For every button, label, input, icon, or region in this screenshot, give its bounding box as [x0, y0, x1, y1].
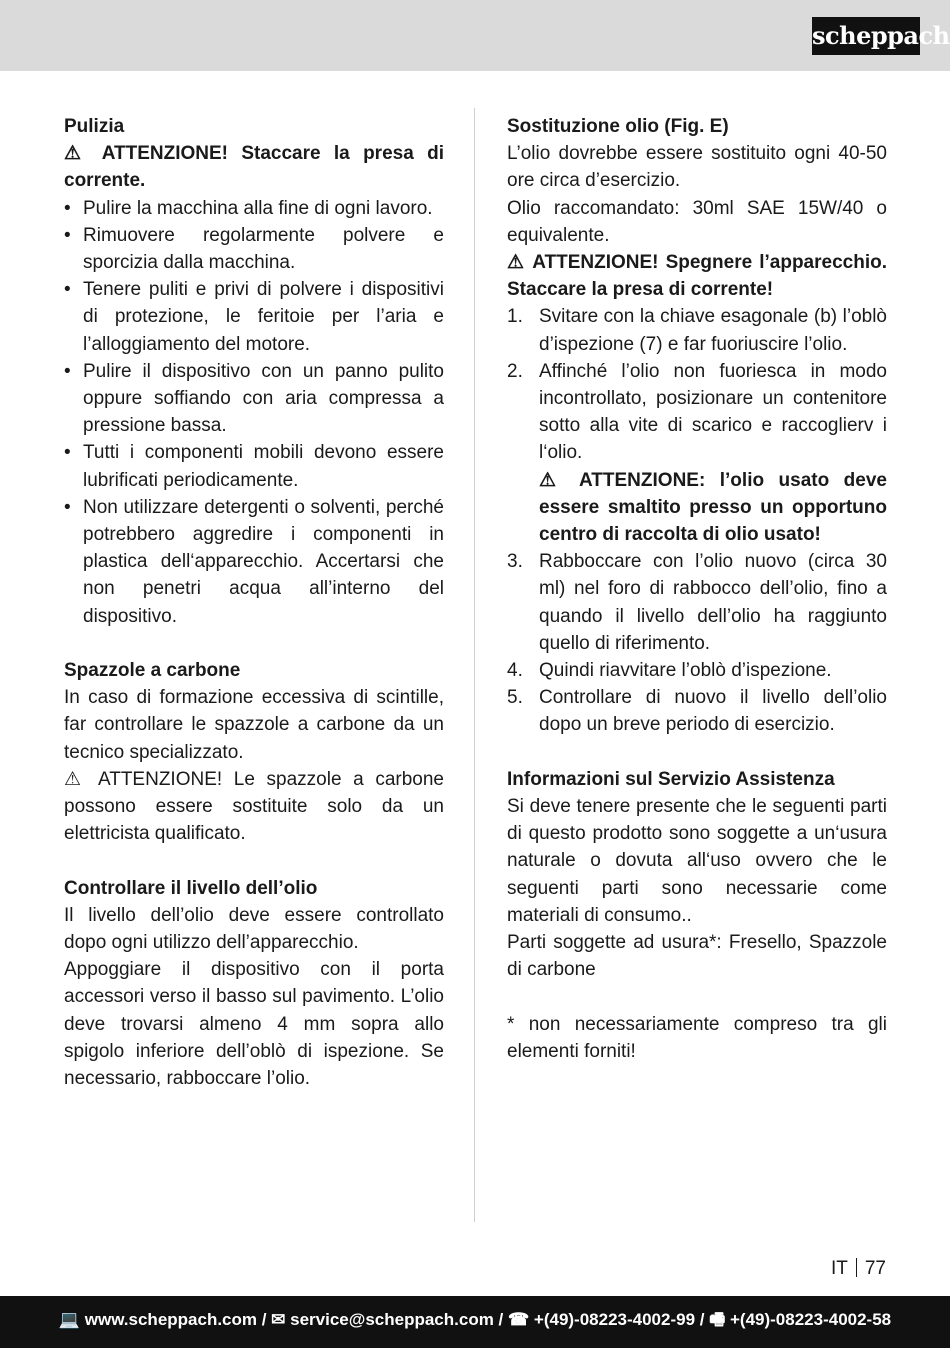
section-title-olio: Controllare il livello dell’olio [64, 877, 318, 899]
step-item: 3. Rabboccare con l’olio nuovo (circa 30 ml) nel foro di rabbocco dell’olio, fino a quando il livello dell’olio ha raggiunto quello di riferimento. [507, 551, 887, 654]
spazzole-text: In caso di formazione eccessiva di scintille, far controllare le spazzole a carbone da un tecnico specializzato. [64, 687, 444, 763]
list-item: • Rimuovere regolarmente polvere e sporcizia dalla macchina. [64, 222, 444, 276]
info-text-1: Si deve tenere presente che le seguenti parti di questo prodotto sono soggette a un‘usura naturale o dovuta all‘uso ovvero che le seguenti parti sono necessarie come materiali di consumo.. [507, 796, 887, 926]
warning-pulizia: ⚠ ATTENZIONE! Staccare la presa di corrente. [64, 143, 444, 192]
list-item: • Non utilizzare detergenti o solventi, perché potrebbero aggredire i componenti in plastica dell‘apparecchio. Accertarsi che non penetri acqua all’interno del dispositivo. [64, 494, 444, 630]
warning-olio-usato: ⚠ ATTENZIONE: l’olio usato deve essere smaltito presso un opportuno centro di raccolta di olio usato! [539, 469, 887, 546]
section-title-info: Informazioni sul Servizio Assistenza [507, 768, 835, 790]
column-divider [474, 108, 475, 1222]
pulizia-list [64, 195, 444, 630]
left-column [64, 113, 444, 1092]
header-bar [0, 0, 950, 71]
section-title-pulizia: Pulizia [64, 116, 125, 137]
page-number-value: 77 [864, 1258, 886, 1279]
footer-contact-bar: 💻 www.scheppach.com / ✉ service@scheppach.com / ☎ +(49)-08223-4002-99 / 🖷 +(49)-08223-4002-58 [0, 1296, 950, 1348]
sostituzione-text-2: Olio raccomandato: 30ml SAE 15W/40 o equivalente. [507, 197, 887, 246]
info-text-2: Parti soggette ad usura*: Fresello, Spazzole di carbone [507, 932, 887, 981]
section-title-spazzole: Spazzole a carbone [64, 660, 241, 682]
section-title-sostituzione: Sostituzione olio (Fig. E) [507, 116, 729, 137]
step-item: 2. Affinché l’olio non fuoriesca in modo incontrollato, posizionare un contenitore sotto alla vite di scarico e raccoglierv i l‘olio. ⚠ ATTENZIONE: l’olio usato deve essere smaltito presso un opportuno centro di raccolta di olio usato! [507, 358, 887, 548]
olio-text-1: Il livello dell’olio deve essere controllato dopo ogni utilizzo dell’apparecchio. [64, 904, 444, 954]
warning-spazzole: ⚠ ATTENZIONE! Le spazzole a carbone possono essere sostituite solo da un elettricista qualificato. [64, 768, 444, 845]
scheppach-logo: scheppach [812, 17, 920, 55]
steps-list [507, 303, 887, 738]
list-item: • Pulire la macchina alla fine di ogni lavoro. [64, 195, 444, 222]
olio-text-2: Appoggiare il dispositivo con il porta accessori verso il basso sul pavimento. L’olio deve trovarsi almeno 4 mm sopra allo spigolo inferiore dell’oblò di ispezione. Se necessario, rabboccare l’olio. [64, 959, 444, 1090]
right-column [507, 113, 887, 1065]
info-note: * non necessariamente compreso tra gli elementi forniti! [507, 1013, 887, 1062]
page-number [831, 1257, 886, 1281]
sostituzione-text-1: L’olio dovrebbe essere sostituito ogni 40-50 ore circa d’esercizio. [507, 143, 887, 192]
warning-sostituzione: ⚠ ATTENZIONE! Spegnere l’apparecchio. Staccare la presa di corrente! [507, 252, 887, 301]
list-item: • Tutti i componenti mobili devono essere lubrificati periodicamente. [64, 439, 444, 493]
list-item: • Pulire il dispositivo con un panno pulito oppure soffiando con aria compressa a pressione bassa. [64, 358, 444, 440]
list-item: • Tenere puliti e privi di polvere i dispositivi di protezione, le feritoie per l’aria e l’alloggiamento del motore. [64, 276, 444, 358]
step-item: 5. Controllare di nuovo il livello dell’olio dopo un breve periodo di esercizio. [507, 687, 887, 736]
step-item: 4. Quindi riavvitare l’oblò d’ispezione. [507, 660, 832, 682]
step-item: 1. Svitare con la chiave esagonale (b) l’oblò d’ispezione (7) e far fuoriuscire l’olio. [507, 306, 887, 355]
language-code: IT [830, 1258, 848, 1279]
